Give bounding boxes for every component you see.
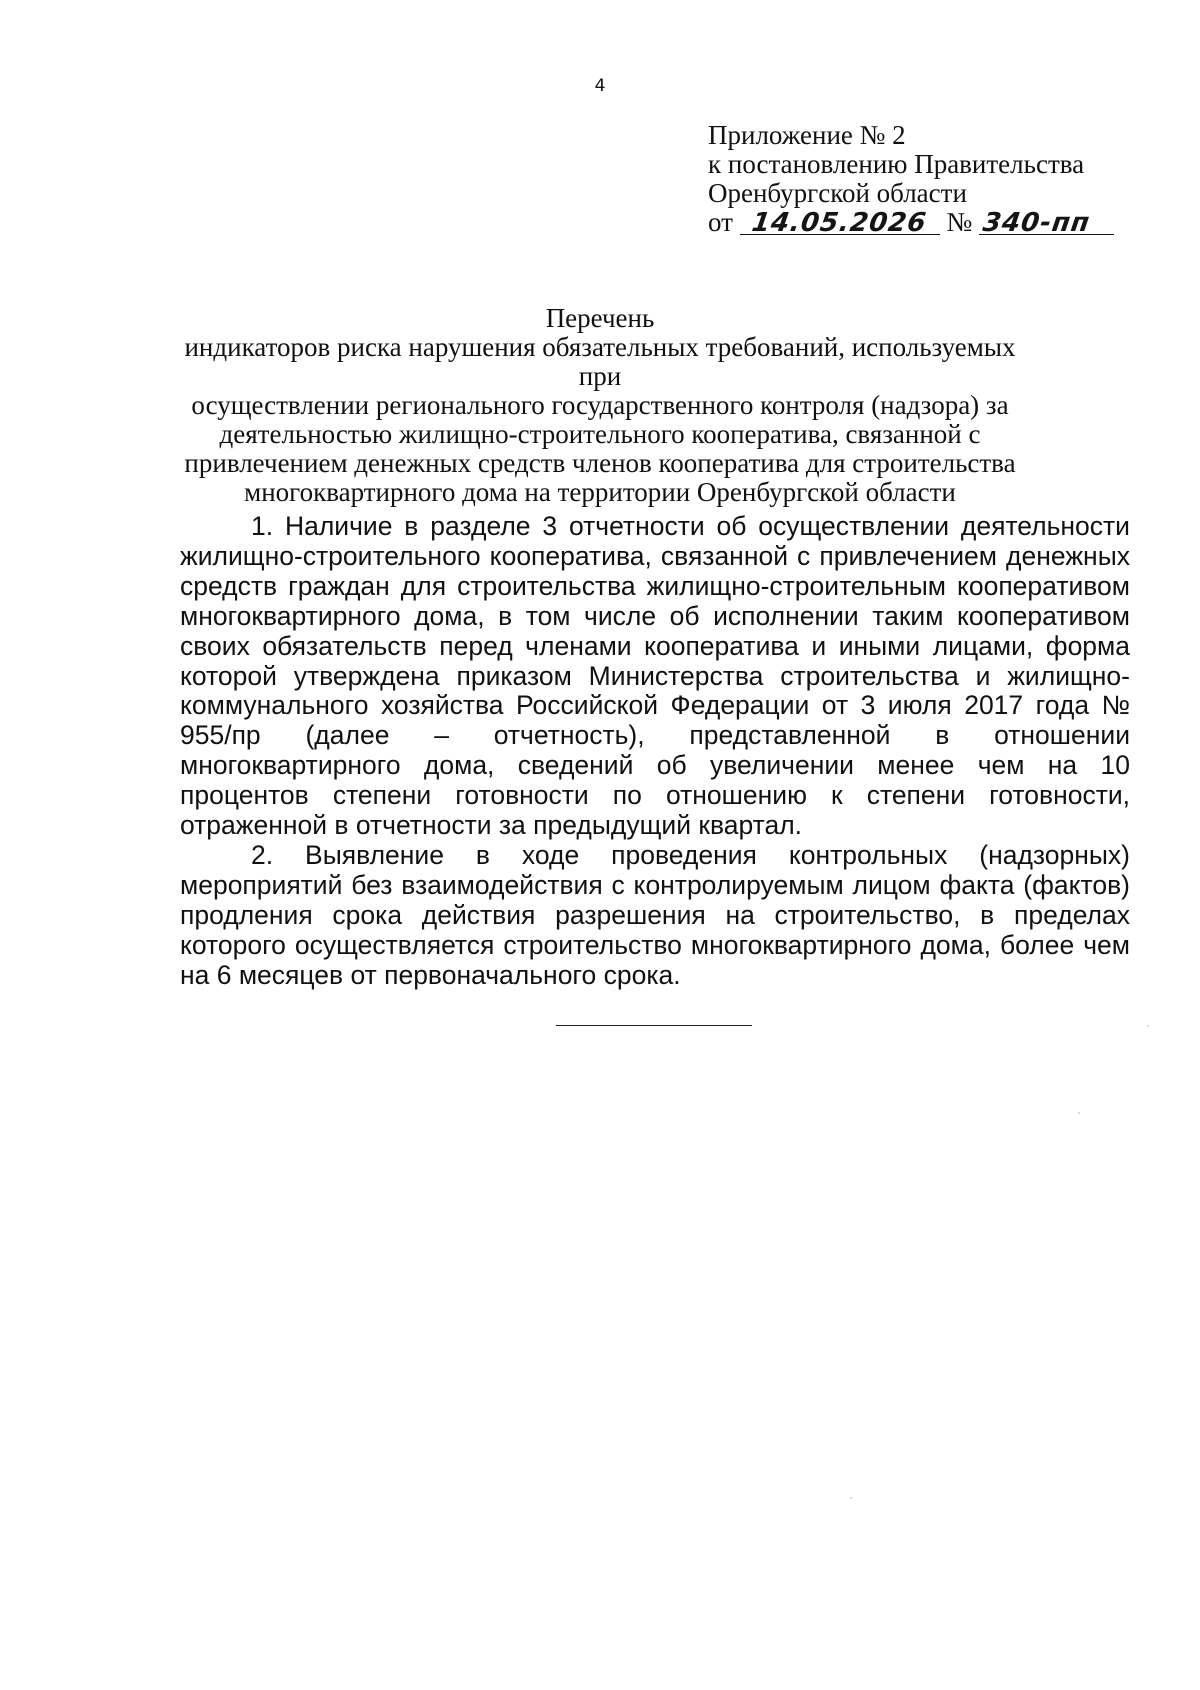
title-line: многоквартирного дома на территории Оренбургской области <box>244 477 956 507</box>
number-prefix: № <box>946 207 973 237</box>
appendix-date-line <box>708 208 1148 237</box>
title-line: осуществлении регионального государственного контроля (надзора) за <box>191 390 1009 420</box>
item-2-paragraph: 2. Выявление в ходе проведения контрольных (надзорных) мероприятий без взаимодействия с контролируемым лицом факта (фактов) продления срока действия разрешения на строительство, в пределах которого осуществляется строительство многоквартирного дома, более чем на 6 месяцев от первоначального срока. <box>180 839 1130 990</box>
appendix-line-2: к постановлению Правительства <box>708 149 1085 179</box>
end-separator-line <box>556 1025 752 1026</box>
page-number: 4 <box>594 76 606 96</box>
appendix-line-3: Оренбургской области <box>708 178 967 208</box>
handwritten-number: 340-пп <box>980 208 1093 238</box>
handwritten-date: 14.05.2026 <box>750 208 930 238</box>
appendix-line-1: Приложение № 2 <box>708 120 906 150</box>
date-field <box>740 208 940 238</box>
appendix-block <box>708 121 1148 237</box>
scan-speck <box>1078 1112 1080 1114</box>
title-line: деятельностью жилищно-строительного кооператива, связанной с <box>219 419 981 449</box>
document-body <box>180 512 1130 991</box>
title-line: индикаторов риска нарушения обязательных требований, используемых при <box>184 332 1016 391</box>
title-heading: Перечень <box>545 303 655 333</box>
item-1-paragraph: 1. Наличие в разделе 3 отчетности об осуществлении деятельности жилищно-строительного кооператива, связанной с привлечением денежных средств граждан для строительства жилищно-строительным кооперативом многоквартирного дома, в том числе об исполнении таким кооперативом своих обязательств перед членами кооператива и иными лицами, форма которой утверждена приказом Министерства строительства и жилищно-коммунального хозяйства Российской Федерации от 3 июля 2017 года № 955/пр (далее – отчетность), представленной в отношении многоквартирного дома, сведений об увеличении менее чем на 10 процентов степени готовности по отношению к степени готовности, отраженной в отчетности за предыдущий квартал. <box>180 511 1130 841</box>
title-line: привлечением денежных средств членов кооператива для строительства <box>184 448 1016 478</box>
number-field <box>979 208 1114 238</box>
document-title <box>160 304 1040 507</box>
date-prefix: от <box>708 207 733 237</box>
scan-speck <box>850 1497 852 1499</box>
scan-speck <box>1147 1025 1149 1027</box>
